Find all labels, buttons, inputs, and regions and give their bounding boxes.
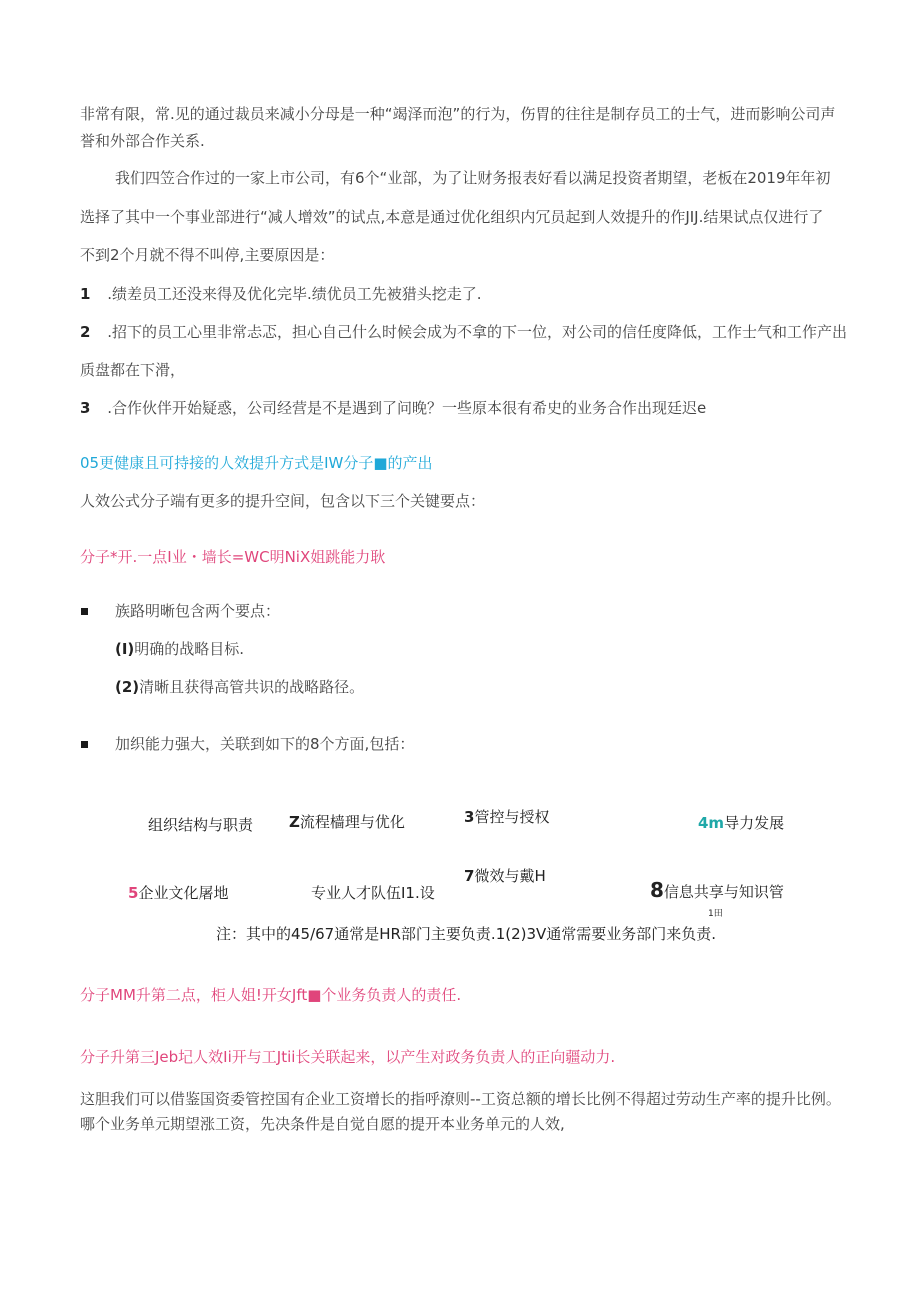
aspect-label: 导力发展	[724, 814, 785, 832]
aspect-item	[650, 878, 784, 902]
aspect-item: 专业人才队伍I1.设	[311, 884, 435, 902]
list-item	[80, 284, 482, 304]
sub-point-number: (2)	[115, 678, 140, 696]
list-text: .合作伙伴开始疑惑，公司经营是不是遇到了问晚？一些原本很有希史的业务合作出现廷迟e	[107, 399, 707, 417]
formula-line: 分子*开.一点I业・墙长=WC明NiX姐跳能力耿	[80, 548, 386, 566]
list-item-continuation: 质盘都在下滑，	[80, 361, 186, 379]
aspect-label: 微效与戴H	[474, 867, 546, 885]
sub-point	[115, 639, 244, 659]
bullet-text: 族路明晰包含两个要点：	[115, 602, 281, 620]
point-line: 分子MM升第二点，柜人姐!开女Jft■个业务负责人的责任.	[80, 986, 462, 1004]
aspect-number: 8	[650, 878, 664, 902]
aspect-number: 5	[128, 884, 139, 902]
aspect-item	[128, 882, 228, 903]
paragraph-line: 非常有限，常.见的通过裁员来减小分母是一种“竭泽而泡”的行为，伤胃的往往是制存员工的士气，进而影响公司声	[80, 105, 836, 123]
aspect-number: 4m	[698, 814, 725, 832]
aspect-label: 管控与授权	[474, 808, 550, 826]
aspect-number: Z	[289, 813, 300, 831]
aspect-label: 企业文化屠地	[138, 884, 229, 902]
list-number: 1	[80, 285, 91, 303]
list-item	[80, 398, 706, 418]
list-text: .招下的员工心里非常忐忑，担心自己什么时候会成为不拿的下一位，对公司的信任度降低，工作士气和工作产出	[107, 323, 847, 341]
aspect-number: 7	[464, 867, 475, 885]
paragraph-line: 我们四笠合作过的一家上市公司，有6个“业部，为了让财务报表好看以满足投资者期望，老板在2019年年初	[115, 169, 831, 187]
aspect-item	[698, 812, 784, 833]
paragraph-line: 不到2个月就不得不叫停,主要原因是：	[80, 246, 335, 264]
paragraph-line: 誉和外部合作关系.	[80, 132, 205, 150]
note-line: 注：其中的45/67通常是HR部门主要负责.1(2)3V通常需要业务部门来负责.	[216, 925, 717, 943]
aspect-label: 信息共享与知识管	[663, 883, 784, 901]
aspect-item: 组织结构与职责	[148, 816, 254, 834]
aspect-overflow-text: 1田	[708, 909, 723, 919]
point-line: 分子升第三Jeb圮人效Ii开与工Jtii长关联起来，以产生对政务负责人的正向疆动力.	[80, 1048, 616, 1066]
list-number: 2	[80, 323, 91, 341]
bullet-marker	[81, 608, 88, 615]
aspect-item	[289, 811, 405, 832]
bullet-text: 加织能力强大，关联到如下的8个方面,包括：	[115, 735, 415, 753]
sub-point-text: 清晰且获得高管共识的战略路径。	[139, 678, 365, 696]
section-intro: 人效公式分子端有更多的提升空间，包含以下三个关键要点：	[80, 492, 486, 510]
list-number: 3	[80, 399, 91, 417]
sub-point-number: (I)	[115, 640, 135, 658]
aspect-item	[464, 806, 549, 827]
section-heading: 05更健康且可持接的人效提升方式是IW分子■的产出	[80, 454, 433, 472]
aspect-item	[464, 865, 546, 886]
paragraph-line: 选择了其中一个事业部进行“减人增效”的试点,本意是通过优化组织内冗员起到人效提升的作JIJ.结果试点仅进行了	[80, 208, 824, 226]
paragraph-line: 哪个业务单元期望涨工资，先决条件是自觉自愿的提开本业务单元的人效,	[80, 1115, 565, 1133]
list-text: .绩差员工还没来得及优化完毕.绩优员工先被猎头挖走了.	[107, 285, 482, 303]
list-item	[80, 322, 847, 342]
sub-point-text: 明确的战略目标.	[134, 640, 245, 658]
bullet-marker	[81, 741, 88, 748]
sub-point	[115, 677, 364, 697]
paragraph-line: 这胆我们可以借鉴国资委管控国有企业工资增长的指呼潦则--工资总额的增长比例不得超过劳动生产率的提升比例。	[80, 1090, 841, 1108]
aspect-label: 流程樯理与优化	[299, 813, 405, 831]
aspect-number: 3	[464, 808, 475, 826]
